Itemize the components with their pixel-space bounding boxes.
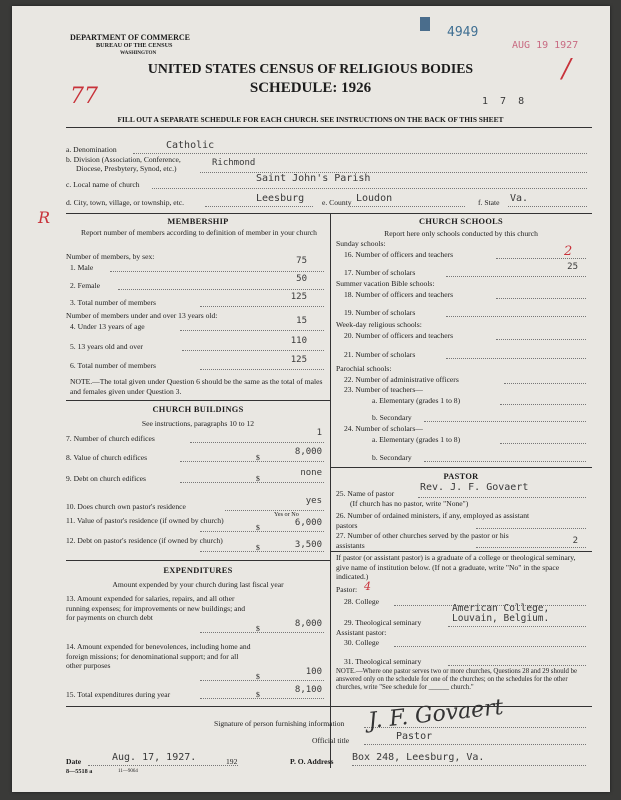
q7-label: 7. Number of church edifices [66,434,155,443]
form-subtitle: SCHEDULE: 1926 [249,80,372,96]
city-value: Leesburg [256,193,305,204]
q28-label: 28. College [344,597,380,606]
sunday-schools-label: Sunday schools: [336,239,386,248]
assistant-pastor-label: Assistant pastor: [336,628,387,637]
dotted-line [500,404,586,405]
q9-label: 9. Debt on church edifices [66,474,146,483]
q5-value: 110 [290,336,307,346]
divider [66,127,592,128]
yes-no-hint: Yes or No [274,511,299,518]
dotted-line [496,339,586,340]
divider [66,706,592,707]
q5-label: 5. 13 years old and over [70,342,143,351]
instructions-line: FILL OUT A SEPARATE SCHEDULE FOR EACH CHURCH. SEE INSTRUCTIONS ON THE BACK OF THIS SHEET [117,115,504,124]
local-name-label: c. Local name of church [66,180,140,189]
dollar-sign: $ [256,624,260,633]
q21-label: 21. Number of scholars [344,350,416,359]
dotted-line [200,698,324,699]
serial-number: 4949 [447,25,479,40]
parochial-schools-label: Parochial schools: [336,364,392,373]
dotted-line [200,632,324,633]
handwritten-r: R [38,208,51,227]
buildings-sub: See instructions, paragraphs 10 to 12 [141,419,255,428]
dotted-line [364,744,586,745]
q10-label: 10. Does church own pastor's residence [66,502,186,511]
year-label: 192 [226,757,238,766]
dotted-line [496,258,586,259]
q3-label: 3. Total number of members [70,298,157,307]
q3-value: 125 [290,292,307,302]
divider [330,467,592,468]
buildings-heading: CHURCH BUILDINGS [152,405,244,414]
divider [66,400,330,401]
dotted-line [394,646,586,647]
q25-label: 25. Name of pastor [336,489,395,498]
dollar-sign: $ [256,523,260,532]
q12-value: 3,500 [294,540,322,550]
q7-value: 1 [316,428,322,438]
dotted-line [200,306,324,307]
county-label: e. County [322,198,352,207]
dotted-line [476,528,586,529]
pastor-note: NOTE.—Where one pastor serves two or more churches, Questions 28 and 29 should be answered only on the schedule for one of the churches; on the schedules for the other churches, write "See schedule for ______ church." [336,668,578,692]
dotted-line [424,461,586,462]
dotted-line [446,276,586,277]
date-label: Date [66,757,82,766]
handwritten-mark: 4 [364,580,371,593]
q15-label: 15. Total expenditures during year [66,690,171,699]
q23b-label: b. Secondary [372,413,412,422]
q6-value: 125 [290,355,307,365]
expenditures-sub: Amount expended by your church during last fiscal year [112,580,284,589]
q2-value: 50 [296,274,307,284]
division-value: Richmond [212,158,256,168]
weekday-schools-label: Week-day religious schools: [336,320,422,329]
dollar-sign: $ [256,474,260,483]
state-label: f. State [478,198,500,207]
membership-intro: Report number of members according to definition of member in your church [81,228,317,237]
dotted-line [504,383,586,384]
q27-value: 2 [572,536,578,546]
q27-label: 27. Number of other churches served by the pastor or his assistants [336,531,509,550]
q29-label: 29. Theological seminary [344,618,422,627]
pastor-sub-label: Pastor: [336,585,358,594]
signature-label: Signature of person furnishing information [214,719,345,728]
q1-label: 1. Male [70,263,94,272]
city-label: WASHINGTON [120,50,157,56]
dotted-line [180,482,324,483]
denomination-value: Catholic [166,140,215,151]
divider [330,551,592,552]
q19-label: 19. Number of scholars [344,308,416,317]
local-name-value: Saint John's Parish [256,173,371,184]
q12-label: 12. Debt on pastor's residence (if owned by church) [66,536,223,545]
q14-label: 14. Amount expended for benevolences, including home and foreign missions; for denominational support; and for all other purposes [66,642,251,671]
dotted-line [476,547,586,548]
by-sex-label: Number of members, by sex: [66,252,155,261]
q8-value: 8,000 [294,447,322,457]
dotted-line [180,461,324,462]
division-label: b. Division (Association, Conference, [66,155,181,164]
dotted-line [446,316,586,317]
q23-label: 23. Number of teachers— [344,385,423,394]
q16-value: 2 [564,244,573,259]
department-label: DEPARTMENT OF COMMERCE [70,33,191,42]
q17-value: 25 [567,262,578,272]
official-title-value: Pastor [396,731,433,742]
column-divider [330,213,331,768]
q13-value: 8,000 [294,619,322,629]
dotted-line [418,497,586,498]
county-value: Loudon [356,193,393,204]
dotted-line [200,680,324,681]
bureau-label: BUREAU OF THE CENSUS [96,42,173,49]
summer-schools-label: Summer vacation Bible schools: [336,279,435,288]
q10-value: yes [305,496,322,506]
po-address-label: P. O. Address [290,757,334,766]
q22-label: 22. Number of administrative officers [344,375,459,384]
membership-note: NOTE.—The total given under Question 6 should be the same as the total of males and females given under Question 3. [70,377,323,396]
q11-value: 6,000 [294,518,322,528]
dotted-line [118,289,324,290]
q9-value: none [300,468,322,478]
q26-label: 26. Number of ordained ministers, if any, employed as assistant pastors [336,511,530,530]
city-town-label: d. City, town, village, or township, etc. [66,198,185,207]
code-number: 1 7 8 [482,96,528,107]
dotted-line [446,358,586,359]
state-value: Va. [510,193,529,204]
q18-label: 18. Number of officers and teachers [344,290,454,299]
dotted-line [448,665,586,666]
signature: J. F. Govaert [367,694,505,735]
dotted-line [190,442,324,443]
dotted-line [152,188,587,189]
denomination-label: a. Denomination [66,145,117,154]
dotted-line [200,369,324,370]
form-title: UNITED STATES CENSUS OF RELIGIOUS BODIES [147,61,474,76]
q4-value: 15 [296,316,307,326]
q15-value: 8,100 [294,685,322,695]
schools-sub: Report here only schools conducted by this church [384,229,538,238]
q17-label: 17. Number of scholars [344,268,416,277]
q24a-label: a. Elementary (grades 1 to 8) [372,435,461,444]
q20-label: 20. Number of officers and teachers [344,331,454,340]
dotted-line [350,206,465,207]
dotted-line [424,421,586,422]
pastor-name-value: Rev. J. F. Govaert [420,482,529,493]
dotted-line [448,626,586,627]
stamp-bar [420,17,430,31]
q1-value: 75 [296,256,307,266]
q2-label: 2. Female [70,281,100,290]
dotted-line [133,153,587,154]
divider [66,213,592,214]
dotted-line [180,330,324,331]
expenditures-heading: EXPENDITURES [163,566,233,575]
received-date-stamp: AUG 19 1927 [512,40,579,51]
dollar-sign: $ [256,672,260,681]
q30-label: 30. College [344,638,380,647]
q23a-label: a. Elementary (grades 1 to 8) [372,396,461,405]
check-mark: / [562,54,571,84]
membership-heading: MEMBERSHIP [167,217,229,226]
by-age-label: Number of members under and over 13 years old: [66,311,218,320]
q4-label: 4. Under 13 years of age [70,322,145,331]
dotted-line [205,206,313,207]
po-address-value: Box 248, Leesburg, Va. [352,752,485,763]
dollar-sign: $ [256,543,260,552]
q8-label: 8. Value of church edifices [66,453,148,462]
date-value: Aug. 17, 1927. [112,752,197,763]
dotted-line [110,271,324,272]
official-title-label: Official title [312,736,350,745]
dollar-sign: $ [256,453,260,462]
dotted-line [352,765,586,766]
dotted-line [500,443,586,444]
q13-label: 13. Amount expended for salaries, repairs, and all other running expenses; for improvements or new buildings; and for payments on church debt [66,594,246,623]
dollar-sign: $ [256,690,260,699]
dotted-line [200,531,324,532]
dotted-line [88,765,238,766]
q24b-label: b. Secondary [372,453,412,462]
form-number: 8—5518 a [66,768,93,775]
pastor-heading: PASTOR [443,472,479,481]
dotted-line [182,350,324,351]
q16-label: 16. Number of officers and teachers [344,250,454,259]
print-number: 11—9064 [118,769,138,774]
dotted-line [496,298,586,299]
q24-label: 24. Number of scholars— [344,424,423,433]
q14-value: 100 [305,667,322,677]
graduate-note: If pastor (or assistant pastor) is a graduate of a college or theological seminary, give name of institution below. (If not a graduate, write "No" in the space indicated.) [336,553,576,581]
q31-label: 31. Theological seminary [344,657,422,666]
q11-label: 11. Value of pastor's residence (if owned by church) [66,516,224,525]
dotted-line [508,206,587,207]
division-label-2: Diocese, Presbytery, Synod, etc.) [76,164,177,173]
q6-label: 6. Total number of members [70,361,157,370]
seminary-value-2: Louvain, Belgium. [452,613,550,624]
seminary-value-1: American College, [452,603,550,614]
schools-heading: CHURCH SCHOOLS [418,217,503,226]
dotted-line [200,551,324,552]
q25-note: (If church has no pastor, write "None") [350,499,469,508]
divider [66,560,330,561]
handwritten-77: 77 [70,84,98,109]
